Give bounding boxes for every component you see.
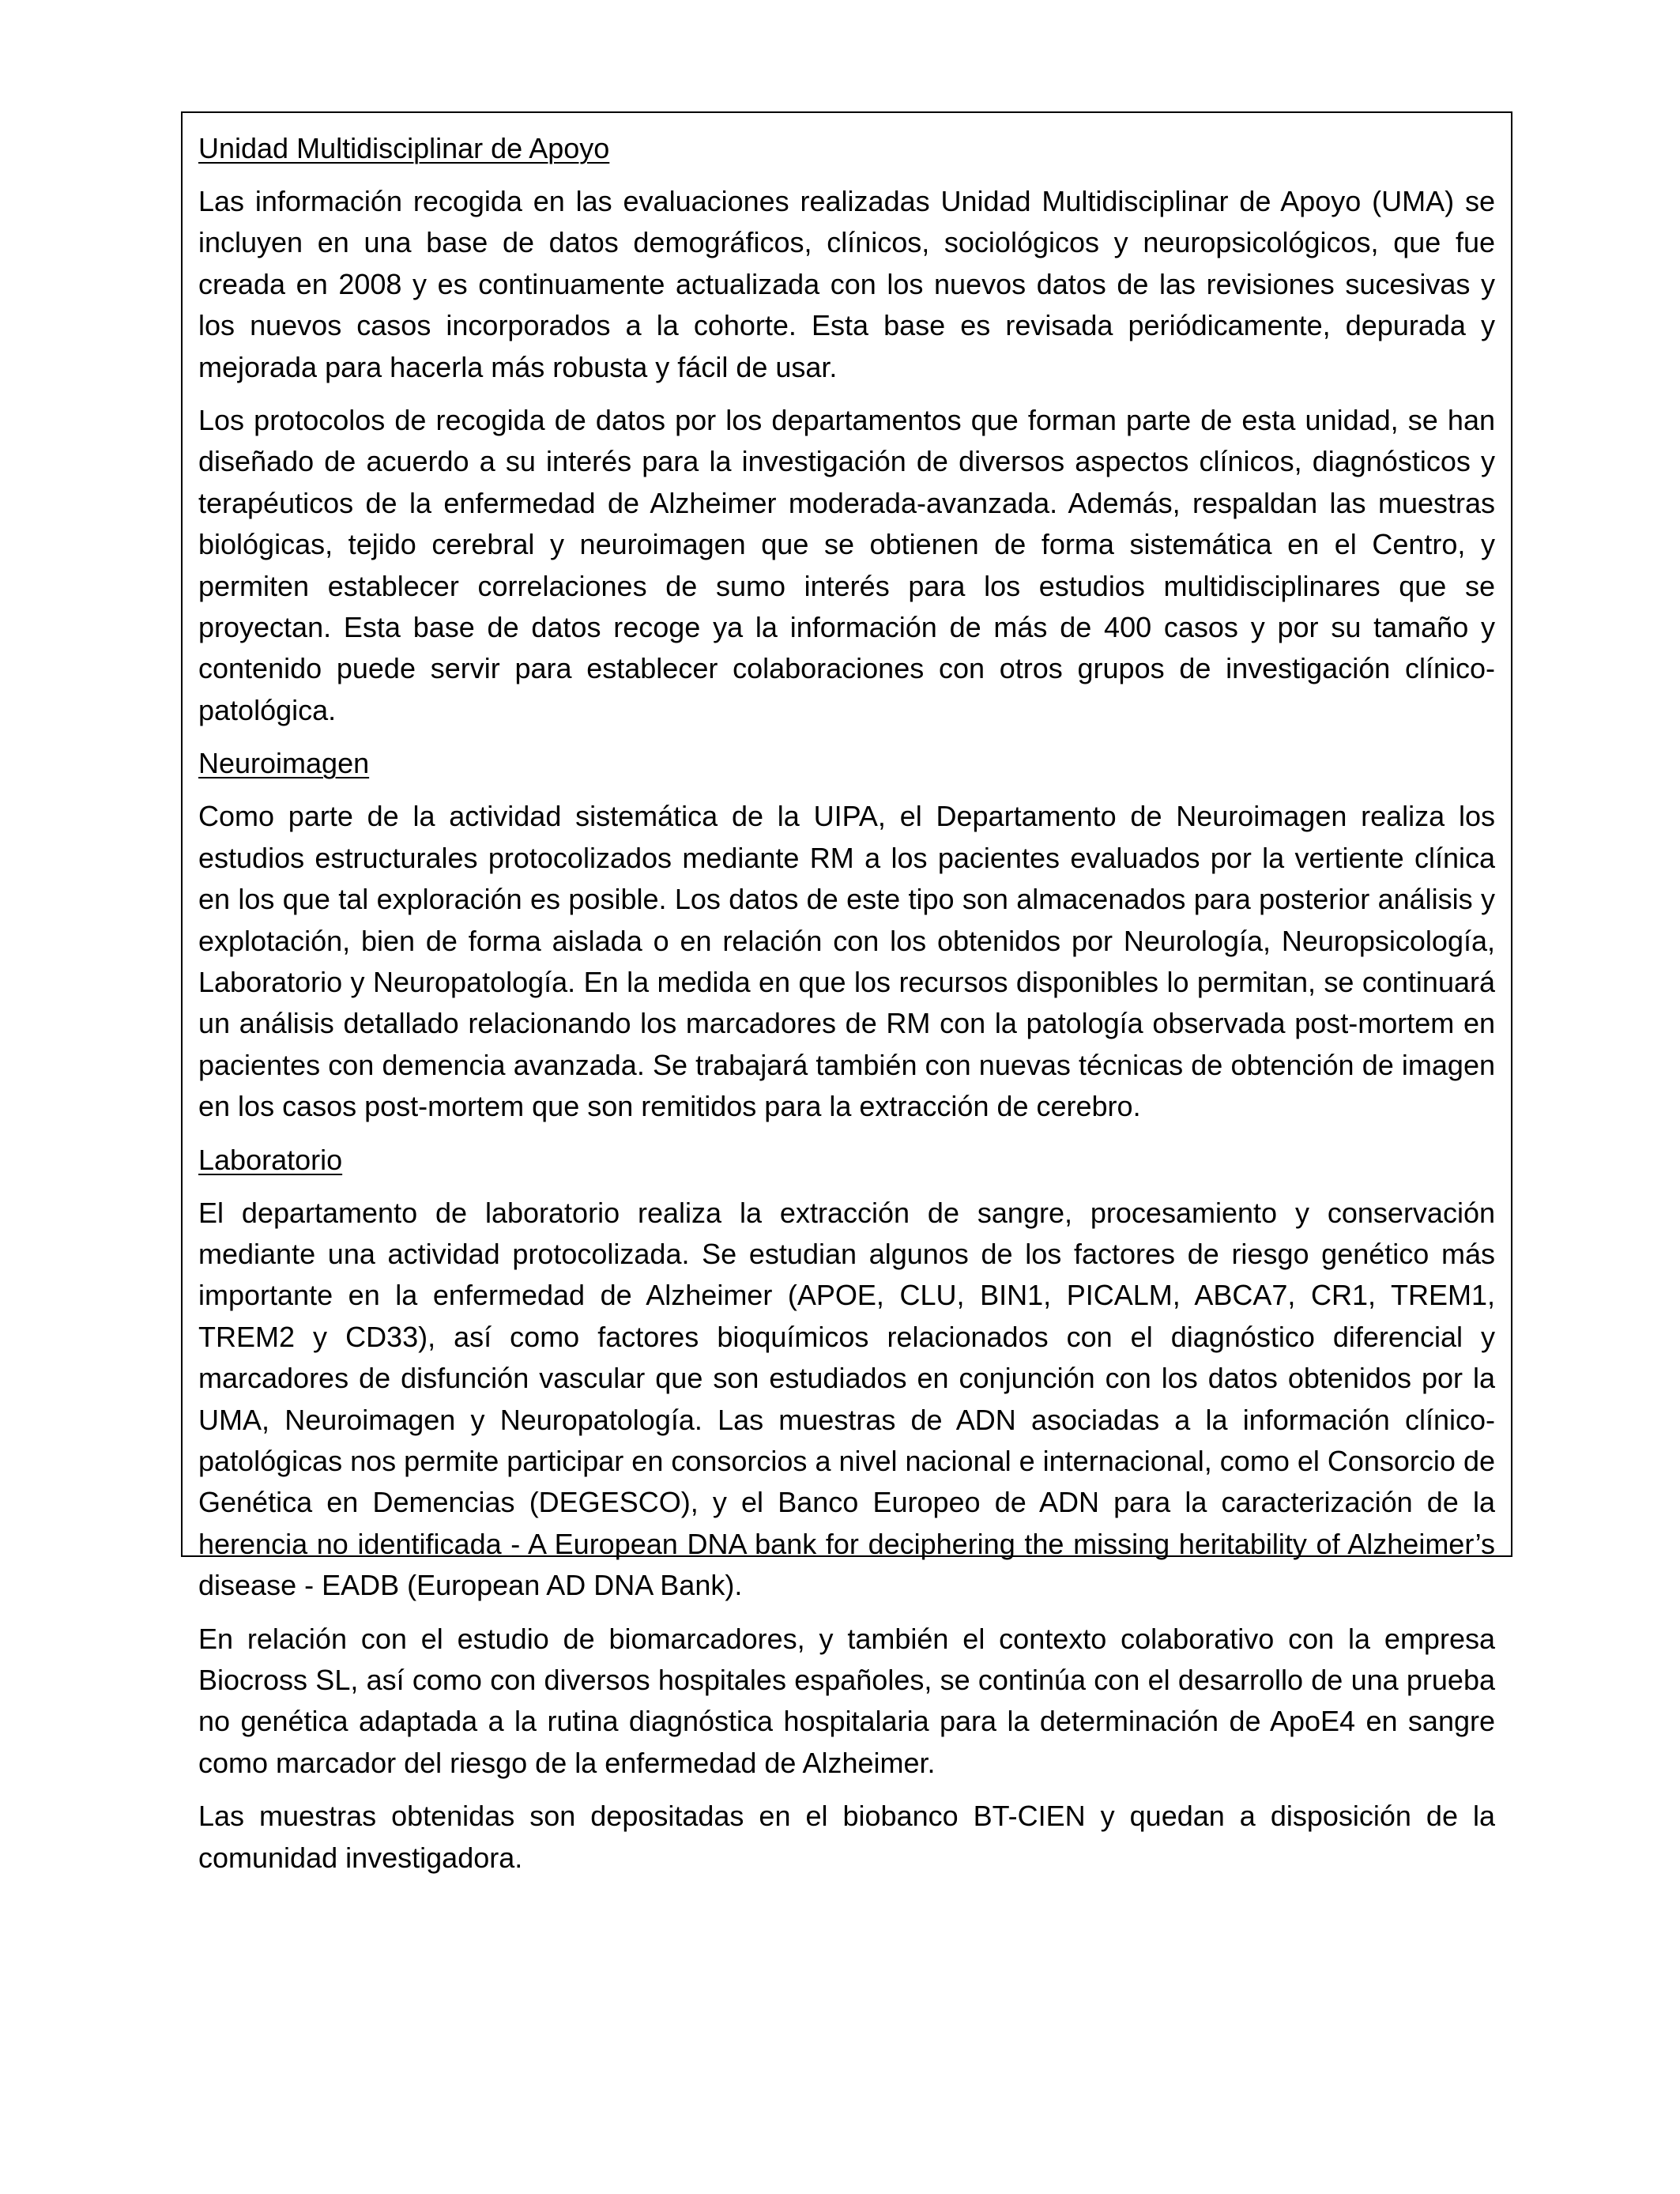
section-heading-laboratorio: Laboratorio	[198, 1143, 343, 1176]
neuroimagen-paragraph-1: Como parte de la actividad sistemática de la UIPA, el Departamento de Neuroimagen realiza los estudios estructurales protocolizados mediante RM a los pacientes evaluados por la vertiente clínica en los que tal exploración es posible. Los datos de este tipo son almacenados para posterior análisis y explotación, bien de forma aislada o en relación con los obtenidos por Neurología, Neuropsicología, Laboratorio y Neuropatología. En la medida en que los recursos disponibles lo permitan, se continuará un análisis detallado relacionando los marcadores de RM con la patología observada post-mortem en pacientes con demencia avanzada. Se trabajará también con nuevas técnicas de obtención de imagen en los casos post-mortem que son remitidos para la extracción de cerebro.	[198, 800, 1495, 1123]
document-frame	[181, 111, 1512, 1874]
laboratorio-paragraph-3: Las muestras obtenidas son depositadas en el biobanco BT-CIEN y quedan a disposición de la comunidad investigadora.	[198, 1800, 1495, 1874]
section-heading-uma: Unidad Multidisciplinar de Apoyo	[198, 132, 610, 164]
laboratorio-paragraph-1: El departamento de laboratorio realiza la extracción de sangre, procesamiento y conservación mediante una actividad protocolizada. Se estudian algunos de los factores de riesgo genético más importante en la enfermedad de Alzheimer (APOE, CLU, BIN1, PICALM, ABCA7, CR1, TREM1, TREM2 y CD33), así como factores bioquímicos relacionados con el diagnóstico diferencial y marcadores de disfunción vascular que son estudiados en conjunción con los datos obtenidos por la UMA, Neuroimagen y Neuropatología. Las muestras de ADN asociadas a la información clínico-patológicas nos permite participar en consorcios a nivel nacional e internacional, como el Consorcio de Genética en Demencias (DEGESCO), y el Banco Europeo de ADN para la caracterización de la herencia no identificada - A European DNA bank for deciphering the missing heritability of Alzheimer’s disease - EADB (European AD DNA Bank).	[198, 1196, 1495, 1602]
uma-paragraph-1: Las información recogida en las evaluaciones realizadas Unidad Multidisciplinar de Apoyo (UMA) se incluyen en una base de datos demográficos, clínicos, sociológicos y neuropsicológicos, que fue creada en 2008 y es continuamente actualizada con los nuevos datos de las revisiones sucesivas y los nuevos casos incorporados a la cohorte. Esta base es revisada periódicamente, depurada y mejorada para hacerla más robusta y fácil de usar.	[198, 185, 1495, 383]
section-heading-neuroimagen: Neuroimagen	[198, 747, 370, 780]
laboratorio-paragraph-2: En relación con el estudio de biomarcadores, y también el contexto colaborativo con la empresa Biocross SL, así como con diversos hospitales españoles, se continúa con el desarrollo de una prueba no genética adaptada a la rutina diagnóstica hospitalaria para la determinación de ApoE4 en sangre como marcador del riesgo de la enfermedad de Alzheimer.	[198, 1622, 1495, 1779]
uma-paragraph-2: Los protocolos de recogida de datos por los departamentos que forman parte de esta unidad, se han diseñado de acuerdo a su interés para la investigación de diversos aspectos clínicos, diagnósticos y terapéuticos de la enfermedad de Alzheimer moderada-avanzada. Además, respaldan las muestras biológicas, tejido cerebral y neuroimagen que se obtienen de forma sistemática en el Centro, y permiten establecer correlaciones de sumo interés para los estudios multidisciplinares que se proyectan. Esta base de datos recoge ya la información de más de 400 casos y por su tamaño y contenido puede servir para establecer colaboraciones con otros grupos de investigación clínico-patológica.	[198, 404, 1495, 726]
